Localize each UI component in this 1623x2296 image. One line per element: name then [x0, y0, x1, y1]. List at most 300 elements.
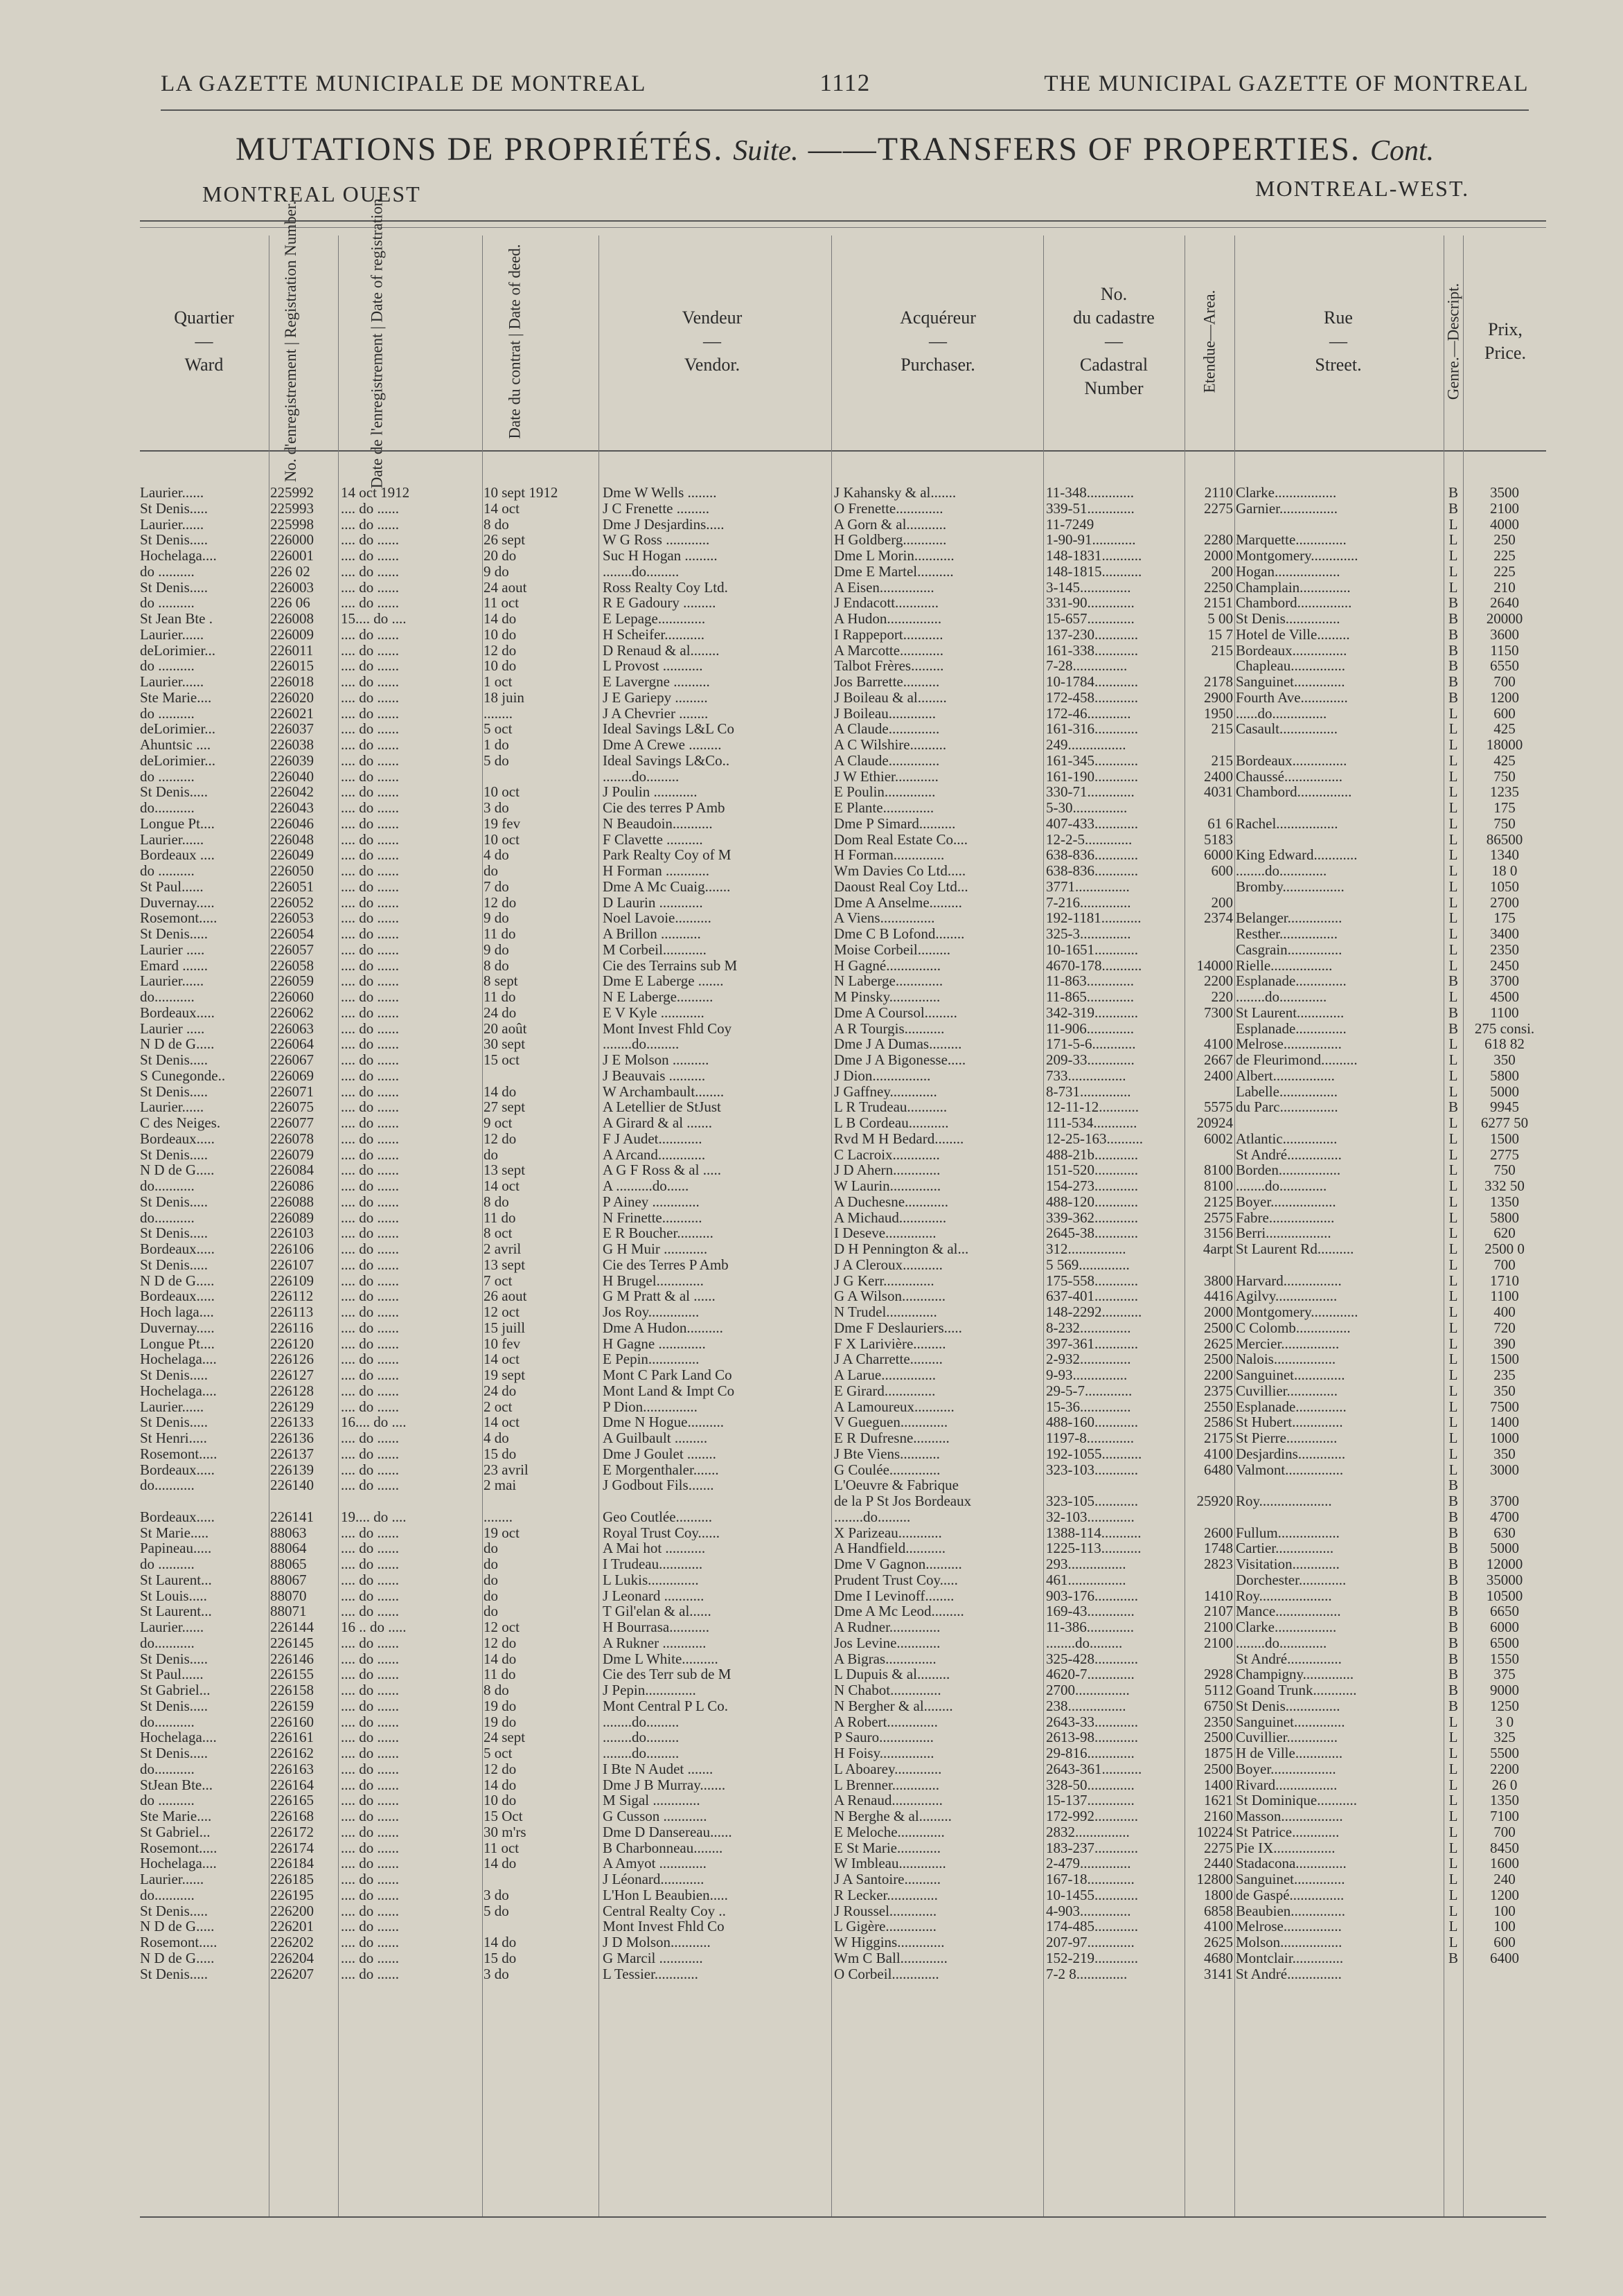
street-cell: St Dominique...........	[1236, 1792, 1358, 1808]
ward-cell: St Denis.....	[140, 1052, 209, 1068]
purchaser-cell: Dme A Coursol.........	[834, 1004, 957, 1021]
price-cell: 3000	[1490, 1461, 1519, 1478]
description-cell: B	[1448, 1556, 1458, 1572]
table-row	[140, 847, 1546, 863]
vendor-cell: J Beauvais ..........	[603, 1067, 706, 1084]
price-cell: 3600	[1490, 626, 1519, 643]
vendor-cell: A Girard & al .......	[603, 1115, 713, 1131]
description-cell: L	[1448, 1887, 1458, 1903]
description-cell: L	[1448, 1272, 1458, 1289]
area-cell: 6002	[1204, 1130, 1233, 1147]
ward-cell: do...........	[140, 1887, 195, 1903]
purchaser-cell: Jos Levine............	[834, 1635, 941, 1651]
cadastral-number-cell: 169-43.............	[1046, 1603, 1135, 1619]
ward-cell: St Marie.....	[140, 1524, 209, 1541]
price-cell: 425	[1493, 721, 1516, 737]
description-cell: L	[1448, 1808, 1458, 1824]
page-title	[236, 130, 1524, 168]
vendor-cell: A Arcand.............	[603, 1146, 706, 1163]
area-cell: 2275	[1204, 500, 1233, 517]
price-cell: 26 0	[1491, 1777, 1518, 1793]
registration-date-cell: .... do ......	[341, 910, 399, 926]
street-cell: Fabre..................	[1236, 1209, 1335, 1226]
registration-number-cell: 226046	[270, 815, 314, 832]
ward-cell: St Denis.....	[140, 784, 209, 800]
registration-number-cell: 226112	[270, 1288, 314, 1304]
deed-date-cell: 26 aout	[484, 1288, 527, 1304]
registration-date-cell: .... do ......	[341, 800, 399, 816]
price-cell: 6400	[1490, 1950, 1519, 1966]
registration-date-cell: .... do ......	[341, 1067, 399, 1084]
area-cell: 2275	[1204, 1840, 1233, 1856]
registration-number-cell: 226133	[270, 1414, 314, 1430]
registration-number-cell: 226058	[270, 957, 314, 974]
registration-date-cell: .... do ......	[341, 626, 399, 643]
price-cell: 600	[1493, 705, 1516, 722]
cadastral-number-cell: 32-103.............	[1046, 1509, 1135, 1525]
deed-date-cell: 19 do	[484, 1698, 517, 1714]
vendor-cell: Dme L White..........	[603, 1650, 718, 1667]
table-row	[140, 816, 1546, 832]
purchaser-cell: H Forman..............	[834, 847, 945, 863]
table-row	[140, 1036, 1546, 1052]
table-row	[140, 1099, 1546, 1115]
deed-date-cell: 20 août	[484, 1020, 527, 1037]
deed-date-cell: 10 sept 1912	[484, 485, 558, 501]
area-cell: 2151	[1204, 595, 1233, 611]
registration-date-cell: .... do ......	[341, 1729, 399, 1745]
vendor-cell: P Ainey .............	[603, 1193, 700, 1210]
registration-date-cell: .... do ......	[341, 1635, 399, 1651]
registration-number-cell: 226 02	[270, 563, 310, 580]
area-cell: 2500	[1204, 1319, 1233, 1336]
cadastral-number-cell: 174-485............	[1046, 1919, 1138, 1934]
area-cell: 5183	[1204, 831, 1233, 848]
purchaser-cell: J Bte Viens...........	[834, 1445, 940, 1462]
description-cell: L	[1448, 548, 1458, 564]
description-cell: L	[1448, 1130, 1458, 1147]
ward-cell: do...........	[140, 989, 195, 1005]
header-price: Prix, Price.	[1484, 319, 1526, 363]
price-cell: 6550	[1490, 658, 1519, 674]
registration-date-cell: .... do ......	[341, 1650, 399, 1667]
street-cell: Borden.................	[1236, 1162, 1341, 1178]
area-cell: 2350	[1204, 1714, 1233, 1730]
description-cell: L	[1448, 1840, 1458, 1856]
cadastral-number-cell: 154-273............	[1046, 1178, 1138, 1194]
deed-date-cell: 2 avril	[484, 1241, 522, 1257]
cadastral-number-cell: 323-103............	[1046, 1461, 1138, 1478]
cadastral-number-cell: 2-932..............	[1046, 1351, 1131, 1367]
description-cell: L	[1448, 1761, 1458, 1777]
vendor-cell: Jos Roy..............	[603, 1304, 700, 1320]
vendor-cell: Royal Trust Coy......	[603, 1524, 720, 1541]
price-cell: 240	[1493, 1871, 1516, 1887]
cadastral-number-cell: 11-386.............	[1046, 1619, 1134, 1635]
area-cell: 2375	[1204, 1382, 1233, 1399]
table-row	[140, 1824, 1546, 1840]
registration-number-cell: 226000	[270, 532, 314, 548]
purchaser-cell: A Michaud.............	[834, 1209, 947, 1226]
vendor-cell: Ross Realty Coy Ltd.	[603, 579, 728, 596]
cadastral-number-cell: 331-90.............	[1046, 595, 1135, 611]
registration-date-cell: .... do ......	[341, 1761, 399, 1777]
registration-number-cell: 226049	[270, 847, 314, 863]
price-cell: 1600	[1490, 1856, 1519, 1871]
registration-number-cell: 226075	[270, 1099, 314, 1115]
description-cell: L	[1448, 532, 1458, 548]
registration-date-cell: .... do ......	[341, 1083, 399, 1100]
registration-number-cell: 226204	[270, 1950, 314, 1966]
registration-number-cell: 226184	[270, 1856, 314, 1871]
cadastral-number-cell: 29-5-7.............	[1046, 1382, 1133, 1399]
street-cell: Rachel.................	[1236, 815, 1338, 832]
purchaser-cell: J W Ethier............	[834, 768, 939, 785]
purchaser-cell: Rvd M H Bedard........	[834, 1130, 964, 1147]
area-cell: 215	[1211, 721, 1233, 737]
description-cell: L	[1448, 705, 1458, 722]
ward-cell: Laurier......	[140, 1099, 204, 1115]
table-row	[140, 800, 1546, 816]
purchaser-cell: Dme L Morin...........	[834, 548, 955, 564]
ward-cell: St Laurent...	[140, 1603, 212, 1619]
purchaser-cell: A Viens...............	[834, 910, 935, 926]
price-cell: 1250	[1490, 1698, 1519, 1714]
description-cell: L	[1448, 1209, 1458, 1226]
ward-cell: St Gabriel...	[140, 1682, 211, 1698]
street-cell: Visitation.............	[1236, 1556, 1340, 1572]
description-cell: B	[1448, 1619, 1458, 1635]
table-row	[140, 1477, 1546, 1493]
price-cell: 2350	[1490, 941, 1519, 958]
table-row	[140, 1493, 1546, 1509]
registration-date-cell: .... do ......	[341, 1351, 399, 1367]
ward-cell: St Henri.....	[140, 1430, 207, 1446]
ward-cell: Laurier .....	[140, 1020, 205, 1037]
vendor-cell: D Renaud & al........	[603, 642, 720, 659]
purchaser-cell: J Boileau & al........	[834, 689, 947, 706]
purchaser-cell: C Lacroix.............	[834, 1146, 940, 1163]
area-cell: 5112	[1204, 1682, 1233, 1698]
header-street: Rue — Street.	[1315, 308, 1362, 375]
area-cell: 2107	[1204, 1603, 1233, 1619]
price-cell: 225	[1493, 563, 1516, 580]
description-cell: L	[1448, 1871, 1458, 1887]
deed-date-cell: 10 do	[484, 626, 517, 643]
price-cell: 1200	[1490, 689, 1519, 706]
deed-date-cell: do	[484, 863, 498, 879]
table-row	[140, 1934, 1546, 1950]
vendor-cell: A Amyot .............	[603, 1856, 707, 1871]
ward-cell: deLorimier...	[140, 752, 216, 769]
table-row	[140, 1147, 1546, 1163]
price-cell: 425	[1493, 752, 1516, 769]
area-cell: 2625	[1204, 1934, 1233, 1950]
price-cell: 620	[1493, 1225, 1516, 1241]
cadastral-number-cell: 1388-114...........	[1046, 1524, 1142, 1541]
registration-number-cell: 226009	[270, 626, 314, 643]
description-cell: B	[1448, 1540, 1458, 1556]
registration-date-cell: .... do ......	[341, 1099, 399, 1115]
ward-cell: N D de G.....	[140, 1950, 215, 1966]
deed-date-cell: 23 avril	[484, 1461, 529, 1478]
cadastral-number-cell: 638-836............	[1046, 847, 1138, 863]
deed-date-cell: 8 sept	[484, 973, 518, 989]
registration-number-cell: 226008	[270, 611, 314, 627]
ward-cell: Bordeaux.....	[140, 1241, 215, 1257]
description-cell: B	[1448, 1099, 1458, 1115]
ward-cell: Bordeaux.....	[140, 1004, 215, 1021]
cadastral-number-cell: 3771...............	[1046, 878, 1130, 895]
area-cell: 3800	[1204, 1272, 1233, 1289]
registration-date-cell: .... do ......	[341, 595, 399, 611]
vendor-cell: Ideal Savings L&L Co	[603, 721, 734, 737]
price-cell: 2200	[1490, 1761, 1519, 1777]
registration-number-cell: 226103	[270, 1225, 314, 1241]
ward-cell: St Denis.....	[140, 1745, 209, 1761]
price-cell: 750	[1493, 768, 1516, 785]
area-cell: 2900	[1204, 689, 1233, 706]
ward-cell: Bordeaux.....	[140, 1130, 215, 1147]
price-cell: 390	[1493, 1335, 1516, 1352]
registration-number-cell: 88070	[270, 1587, 307, 1604]
cadastral-number-cell: 342-319............	[1046, 1004, 1138, 1021]
vendor-cell: ........do.........	[603, 1714, 680, 1730]
street-cell: Roy....................	[1236, 1493, 1332, 1509]
registration-date-cell: .... do ......	[341, 1524, 399, 1541]
registration-date-cell: .... do ......	[341, 721, 399, 737]
street-cell: Montclair..............	[1236, 1950, 1344, 1966]
table-row	[140, 1068, 1546, 1084]
area-cell: 1410	[1204, 1587, 1233, 1604]
purchaser-cell: W Imbleau.............	[834, 1856, 946, 1871]
registration-date-cell: .... do ......	[341, 1256, 399, 1273]
area-cell: 2125	[1204, 1193, 1233, 1210]
price-cell: 18 0	[1491, 863, 1518, 879]
vendor-cell: Geo Coutlée..........	[603, 1509, 713, 1525]
vendor-cell: J E Molson ..........	[603, 1052, 709, 1068]
title-en: TRANSFERS OF PROPERTIES.	[877, 131, 1360, 168]
table-row	[140, 501, 1546, 517]
vendor-cell: T Gil'elan & al......	[603, 1603, 711, 1619]
table-row	[140, 1950, 1546, 1966]
purchaser-cell: O Corbeil.............	[834, 1966, 939, 1982]
area-cell: 6000	[1204, 847, 1233, 863]
price-cell: 3500	[1490, 485, 1519, 501]
street-cell: du Parc................	[1236, 1099, 1338, 1115]
purchaser-cell: ........do.........	[834, 1509, 911, 1525]
purchaser-cell: E Plante..............	[834, 800, 934, 816]
price-cell: 618 82	[1484, 1036, 1525, 1052]
purchaser-cell: A Marcotte............	[834, 642, 944, 659]
description-cell: L	[1448, 815, 1458, 832]
description-cell: B	[1448, 1666, 1458, 1682]
area-cell: 4031	[1204, 784, 1233, 800]
description-cell: L	[1448, 1162, 1458, 1178]
deed-date-cell: 2 mai	[484, 1477, 517, 1493]
purchaser-cell: A Claude..............	[834, 752, 940, 769]
purchaser-cell: Dme J A Dumas.........	[834, 1036, 962, 1052]
street-cell: ........do.............	[1236, 1178, 1327, 1194]
purchaser-cell: L Brenner.............	[834, 1777, 940, 1793]
price-cell: 350	[1493, 1382, 1516, 1399]
registration-date-cell: .... do ......	[341, 989, 399, 1005]
ward-cell: do ..........	[140, 563, 195, 580]
vendor-cell: Central Realty Coy ..	[603, 1903, 726, 1919]
area-cell: 1875	[1204, 1745, 1233, 1761]
table-row	[140, 784, 1546, 800]
cadastral-number-cell: 207-97.............	[1046, 1934, 1135, 1950]
price-cell: 1350	[1490, 1792, 1519, 1808]
ward-cell: do...........	[140, 1209, 195, 1226]
purchaser-cell: A R Tourgis...........	[834, 1020, 945, 1037]
description-cell: L	[1448, 1398, 1458, 1415]
ward-cell: Laurier......	[140, 973, 204, 989]
registration-number-cell: 226168	[270, 1808, 314, 1824]
registration-number-cell: 226038	[270, 737, 314, 753]
price-cell: 750	[1493, 815, 1516, 832]
ward-cell: do...........	[140, 1477, 195, 1493]
area-cell: 6480	[1204, 1461, 1233, 1478]
purchaser-cell: L B Cordeau...........	[834, 1115, 949, 1131]
registration-number-cell: 226067	[270, 1052, 314, 1068]
deed-date-cell: do	[484, 1603, 498, 1619]
purchaser-cell: Wm Davies Co Ltd.....	[834, 863, 966, 879]
table-row	[140, 895, 1546, 911]
area-cell: 2440	[1204, 1856, 1233, 1871]
price-cell: 1350	[1490, 1193, 1519, 1210]
street-cell: Boyer..................	[1236, 1193, 1336, 1210]
table-row	[140, 832, 1546, 848]
table-row	[140, 1005, 1546, 1021]
area-cell: 6750	[1204, 1698, 1233, 1714]
street-cell: Casgrain...............	[1236, 941, 1342, 958]
registration-date-cell: .... do ......	[341, 1824, 399, 1840]
area-cell: 1400	[1204, 1777, 1233, 1793]
description-cell: L	[1448, 957, 1458, 974]
cadastral-number-cell: 325-3..............	[1046, 926, 1131, 942]
deed-date-cell: 15 Oct	[484, 1808, 523, 1824]
cadastral-number-cell: 903-176............	[1046, 1587, 1138, 1604]
registration-number-cell: 226001	[270, 548, 314, 564]
vendor-cell: Dme D Dansereau......	[603, 1824, 732, 1840]
area-cell: 4100	[1204, 1919, 1233, 1934]
description-cell: L	[1448, 1445, 1458, 1462]
street-cell: Bordeaux...............	[1236, 752, 1347, 769]
purchaser-cell: L Gigère..............	[834, 1919, 937, 1934]
street-cell: Labelle................	[1236, 1083, 1338, 1100]
area-cell: 200	[1211, 563, 1233, 580]
street-cell: Molson.................	[1236, 1934, 1342, 1950]
purchaser-cell: Wm C Ball.............	[834, 1950, 948, 1966]
deed-date-cell: 14 oct	[484, 500, 520, 517]
vendor-cell: J Leonard ...........	[603, 1587, 704, 1604]
header-registration-number: No. d'enregistrement | Registration Number.	[282, 200, 299, 483]
description-cell: L	[1448, 737, 1458, 753]
description-cell: L	[1448, 1288, 1458, 1304]
area-cell: 15 7	[1207, 626, 1233, 643]
area-cell: 4100	[1204, 1445, 1233, 1462]
description-cell: L	[1448, 1304, 1458, 1320]
vendor-cell: Cie des Terr sub de M	[603, 1666, 731, 1682]
description-cell: B	[1448, 658, 1458, 674]
area-cell: 2823	[1204, 1556, 1233, 1572]
price-cell: 175	[1493, 910, 1516, 926]
cadastral-number-cell: 12-11-12...........	[1046, 1099, 1139, 1115]
price-cell: 275 consi.	[1474, 1020, 1535, 1037]
ward-cell: S Cunegonde..	[140, 1067, 226, 1084]
cadastral-number-cell: 323-105............	[1046, 1493, 1138, 1509]
table-row	[140, 1540, 1546, 1556]
ward-cell: St Denis.....	[140, 1698, 209, 1714]
table-row	[140, 1808, 1546, 1824]
deed-date-cell: 15 juill	[484, 1319, 526, 1336]
vendor-cell: ........do.........	[603, 1036, 680, 1052]
registration-number-cell: 226089	[270, 1209, 314, 1226]
registration-number-cell: 226113	[270, 1304, 314, 1320]
registration-date-cell: .... do ......	[341, 1745, 399, 1761]
street-cell: Rielle.................	[1236, 957, 1333, 974]
description-cell: L	[1448, 1115, 1458, 1131]
table-row	[140, 1856, 1546, 1871]
price-cell: 700	[1493, 1824, 1516, 1840]
registration-number-cell: 226062	[270, 1004, 314, 1021]
description-cell: B	[1448, 1635, 1458, 1651]
table-row	[140, 643, 1546, 659]
area-cell: 2200	[1204, 1367, 1233, 1383]
vendor-cell: Dme A Hudon..........	[603, 1319, 723, 1336]
ward-cell: St Denis.....	[140, 1966, 209, 1982]
description-cell: B	[1448, 1650, 1458, 1667]
registration-number-cell: 226137	[270, 1445, 314, 1462]
registration-date-cell: 16.... do ....	[341, 1414, 407, 1430]
description-cell: L	[1448, 1934, 1458, 1950]
cadastral-number-cell: 29-816.............	[1046, 1745, 1135, 1761]
street-cell: St Denis...............	[1236, 1698, 1340, 1714]
ward-cell: Rosemont.....	[140, 1840, 218, 1856]
deed-date-cell: 19 sept	[484, 1367, 526, 1383]
registration-number-cell: 88063	[270, 1524, 307, 1541]
description-cell: B	[1448, 674, 1458, 690]
table-row	[140, 1714, 1546, 1730]
description-cell: L	[1448, 1430, 1458, 1446]
ward-cell: do ..........	[140, 1792, 195, 1808]
ward-cell: Ste Marie....	[140, 1808, 212, 1824]
deed-date-cell: 15 oct	[484, 1052, 520, 1068]
street-cell: Garnier................	[1236, 500, 1338, 517]
purchaser-cell: N Trudel..............	[834, 1304, 937, 1320]
district-fr: MONTREAL OUEST	[202, 181, 421, 206]
ward-cell: Laurier......	[140, 516, 204, 533]
registration-number-cell: 226053	[270, 910, 314, 926]
area-cell: 4416	[1204, 1288, 1233, 1304]
registration-date-cell: .... do ......	[341, 1004, 399, 1021]
street-cell: Nalois.................	[1236, 1351, 1336, 1367]
registration-number-cell: 226048	[270, 831, 314, 848]
description-cell: L	[1448, 579, 1458, 596]
purchaser-cell: I Rappeport...........	[834, 626, 943, 643]
registration-date-cell: .... do ......	[341, 815, 399, 832]
price-cell: 4500	[1490, 989, 1519, 1005]
area-cell: 215	[1211, 752, 1233, 769]
street-cell: Hotel de Ville.........	[1236, 626, 1350, 643]
vendor-cell: Cie des Terrains sub M	[603, 957, 738, 974]
street-cell: Chambord...............	[1236, 595, 1352, 611]
deed-date-cell: 14 do	[484, 1856, 517, 1871]
price-cell: 86500	[1486, 831, 1523, 848]
purchaser-cell: A Rudner..............	[834, 1619, 941, 1635]
description-cell: L	[1448, 768, 1458, 785]
